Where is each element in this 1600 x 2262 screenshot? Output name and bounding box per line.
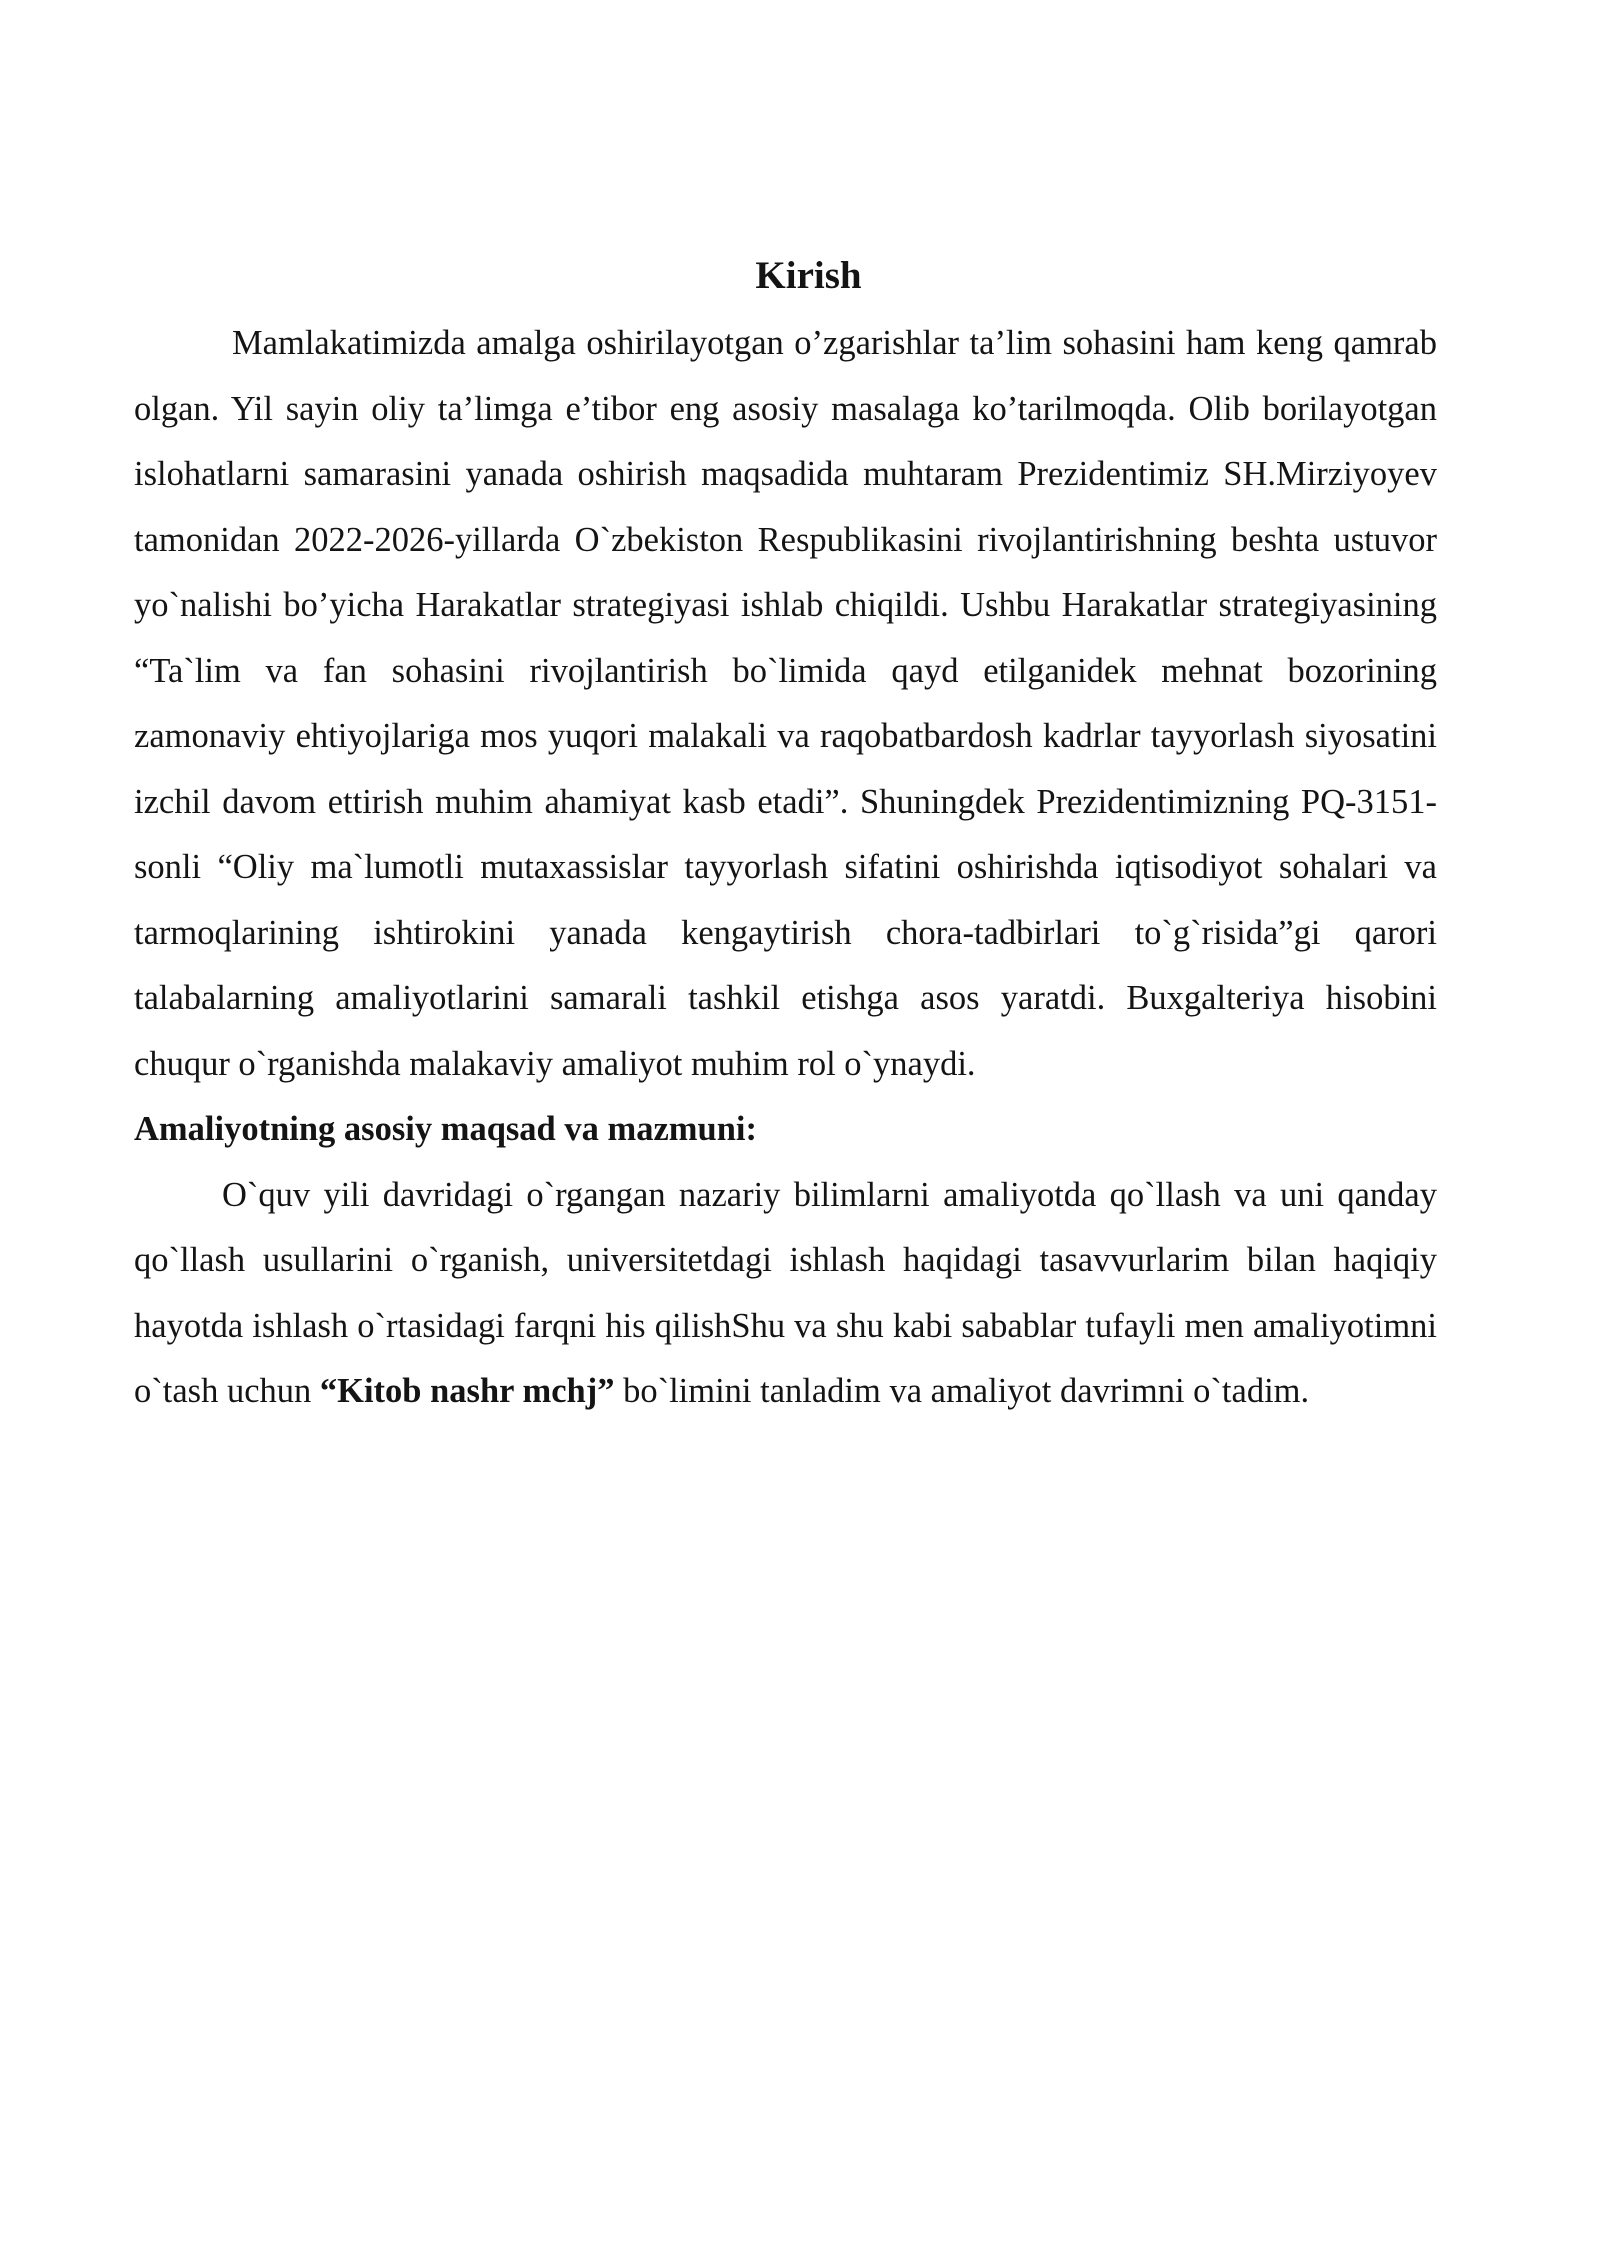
section-heading: Amaliyotning asosiy maqsad va mazmuni: bbox=[134, 1110, 757, 1148]
goal-paragraph-text-end: bo`limini tanladim va amaliyot davrimni o`tadim. bbox=[614, 1372, 1310, 1410]
goal-paragraph bbox=[134, 1163, 1437, 1425]
goal-paragraph-text-start: O`quv yili davridagi o`rgangan nazariy bilimlarni amaliyotda qo`llash va uni qanday qo`llash usullarini o`rganish, universitetdagi ishlash haqidagi tasavvurlarim bilan haqiqiy hayotda ishlash o`rtasidagi farqni his qilishShu va shu kabi sabablar tufayli men amaliyotimni o`tash uchun bbox=[134, 1175, 1437, 1410]
intro-paragraph: Mamlakatimizda amalga oshirilayotgan o’zgarishlar ta’lim sohasini ham keng qamrab olgan. Yil sayin oliy ta’limga e’tibor eng asosiy masalaga ko’tarilmoqda. Olib borilayotgan islohatlarni samarasini yanada oshirish maqsadida muhtaram Prezidentimiz SH.Mirziyoyev tamonidan 2022-2026-yillarda O`zbekiston Respublikasini rivojlantirishning beshta ustuvor yo`nalishi bo’yicha Harakatlar strategiyasi ishlab chiqildi. Ushbu Harakatlar strategiyasining “Ta`lim va fan sohasini rivojlantirish bo`limida qayd etilganidek mehnat bozorining zamonaviy ehtiyojlariga mos yuqori malakali va raqobatbardosh kadrlar tayyorlash siyosatini izchil davom ettirish muhim ahamiyat kasb etadi”. Shuningdek Prezidentimizning PQ-3151-sonli “Oliy ma`lumotli mutaxassislar tayyorlash sifatini oshirishda iqtisodiyot sohalari va tarmoqlarining ishtirokini yanada kengaytirish chora-tadbirlari to`g`risida”gi qarori talabalarning amaliyotlarini samarali tashkil etishga asos yaratdi. Buxgalteriya hisobini chuqur o`rganishda malakaviy amaliyot muhim rol o`ynaydi. bbox=[134, 324, 1437, 1083]
company-name: “Kitob nashr mchj” bbox=[319, 1372, 615, 1410]
document-page bbox=[134, 246, 1437, 1425]
page-title: Kirish bbox=[755, 254, 862, 297]
